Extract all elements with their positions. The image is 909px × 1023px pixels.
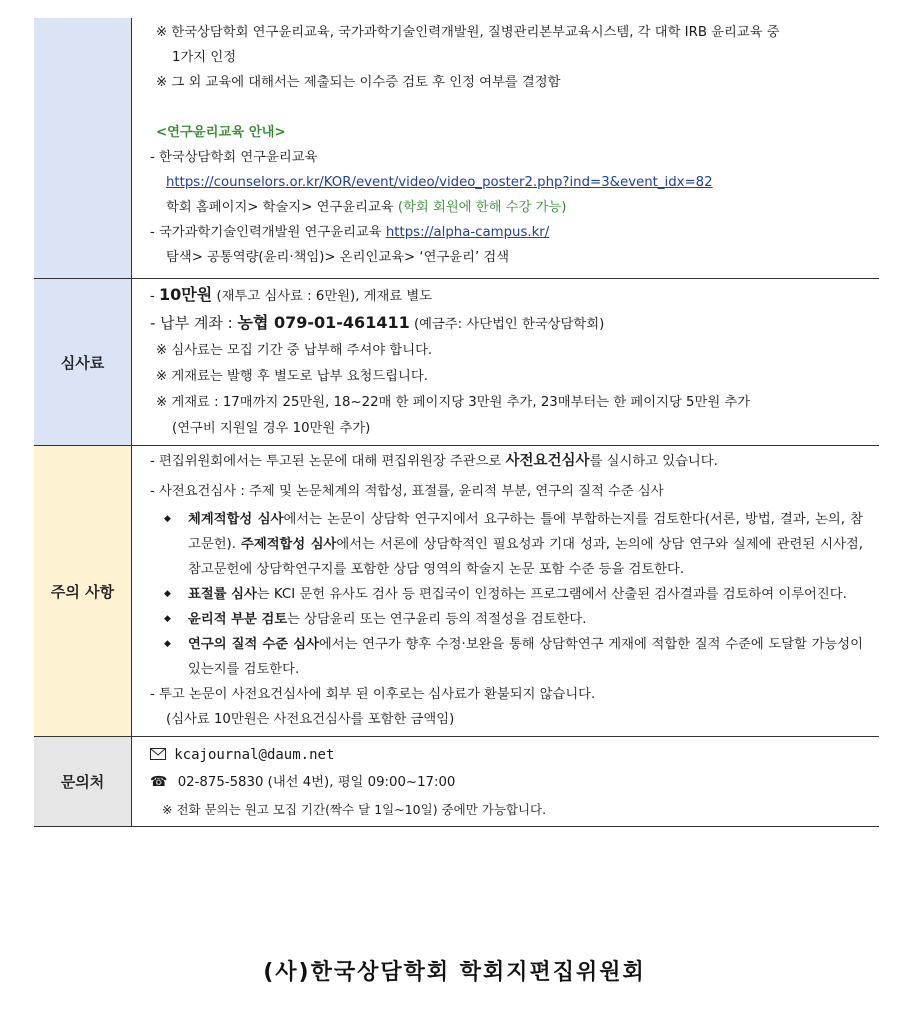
caution-bullet-2: ◆ 표절률 심사는 KCI 문헌 유사도 검사 등 편집국이 인정하는 프로그램에서 산출된 검사결과를 검토하여 이루어진다. bbox=[144, 582, 869, 607]
caution-label-cell bbox=[34, 446, 132, 737]
caution-content bbox=[132, 446, 880, 737]
kistep-ethics-item: - 국가과학기술인력개발원 연구윤리교육 bbox=[150, 225, 382, 240]
fee-label-cell bbox=[34, 279, 132, 446]
kistep-ethics-path: 탐색> 공통역량(윤리·책임)> 온리인교육> ‘연구윤리’ 검색 bbox=[166, 250, 510, 265]
fee-amount-line: - 10만원 (재투고 심사료 : 6만원), 게재료 별도 bbox=[150, 285, 433, 304]
kca-ethics-note: (학회 회원에 한해 수강 가능) bbox=[397, 200, 567, 215]
caution-row bbox=[34, 446, 879, 737]
kca-ethics-link[interactable]: https://counselors.or.kr/KOR/event/video/video_poster2.php?ind=3&event_idx=82 bbox=[166, 175, 713, 190]
ethics-guide-title: <연구윤리교육 안내> bbox=[156, 125, 286, 140]
ethics-row bbox=[34, 18, 879, 279]
caution-para-2: - 사전요건심사 : 주제 및 논문체계의 적합성, 표절률, 윤리적 부분, 연구의 질적 수준 심사 bbox=[150, 484, 664, 499]
diamond-bullet-icon: ◆ bbox=[164, 589, 171, 599]
contact-phone: 02-875-5830 (내선 4번), 평일 09:00~17:00 bbox=[177, 775, 456, 790]
kca-ethics-path: 학회 홈페이지> 학술지> 연구윤리교육 bbox=[166, 200, 394, 215]
ethics-note-1: ※ 한국상담학회 연구윤리교육, 국가과학기술인력개발원, 질병관리본부교육시스템, 각 대학 IRB 윤리교육 중 bbox=[156, 25, 780, 40]
diamond-bullet-icon: ◆ bbox=[164, 514, 171, 524]
diamond-bullet-icon: ◆ bbox=[164, 614, 171, 624]
caution-para-3: - 투고 논문이 사전요건심사에 회부 된 이후로는 심사료가 환불되지 않습니다. bbox=[150, 687, 596, 702]
caution-para-3-note: (심사료 10만원은 사전요건심사를 포함한 금액임) bbox=[166, 712, 455, 727]
contact-content bbox=[132, 737, 880, 827]
contact-email-line bbox=[144, 742, 869, 769]
kistep-ethics-link[interactable]: https://alpha-campus.kr/ bbox=[385, 225, 550, 240]
caution-bullet-4: ◆ 연구의 질적 수준 심사에서는 연구가 향후 수정·보완을 통해 상담학연구 게재에 적합한 질적 수준에 도달할 가능성이 있는지를 검토한다. bbox=[144, 632, 869, 682]
fee-row bbox=[34, 279, 879, 446]
fee-detail: (재투고 심사료 : 6만원), 게재료 별도 bbox=[212, 289, 433, 304]
ethics-note-2: ※ 그 외 교육에 대해서는 제출되는 이수증 검토 후 인정 여부를 결정함 bbox=[156, 75, 561, 90]
fee-amount: 10만원 bbox=[159, 285, 213, 304]
fee-account-holder: (예금주: 사단법인 한국상담학회) bbox=[409, 317, 605, 332]
telephone-icon: ☎ bbox=[150, 774, 168, 790]
fee-label: 심사료 bbox=[60, 353, 105, 372]
kca-ethics-path-line bbox=[144, 195, 869, 220]
kca-ethics-item: - 한국상담학회 연구윤리교육 bbox=[150, 150, 318, 165]
fee-note-3: ※ 게재료 : 17매까지 25만원, 18~22매 한 페이지당 3만원 추가, 23매부터는 한 페이지당 5만원 추가 bbox=[156, 395, 751, 410]
fee-account-line: - 납부 계좌 : 농협 079-01-461411 (예금주: 사단법인 한국상담학회) bbox=[150, 313, 605, 332]
ethics-content bbox=[132, 18, 880, 279]
contact-email[interactable]: kcajournal@daum.net bbox=[174, 747, 335, 763]
info-table bbox=[34, 18, 879, 827]
fee-content bbox=[132, 279, 880, 446]
envelope-icon bbox=[150, 748, 170, 763]
kistep-ethics-line bbox=[144, 220, 869, 245]
caution-bullet-1: ◆ 체계적합성 심사에서는 논문이 상담학 연구지에서 요구하는 틀에 부합하는지를 검토한다(서론, 방법, 결과, 논의, 참고문헌). 주제적합성 심사에서는 서론에 상담학적인 필요성과 기대 성과, 논의에 상담 연구와 실제에 관련된 시사점, 참고문헌에 상담학연구지를 포함한 상담 영역의 학술지 논문 포함 수준 등을 검토한다. bbox=[144, 507, 869, 582]
contact-label-cell bbox=[34, 737, 132, 827]
fee-note-1: ※ 심사료는 모집 기간 중 납부해 주셔야 합니다. bbox=[156, 343, 433, 358]
caution-para-1: - 편집위원회에서는 투고된 논문에 대해 편집위원장 주관으로 사전요건심사를 실시하고 있습니다. bbox=[150, 453, 718, 469]
contact-phone-note: ※ 전화 문의는 원고 모집 기간(짝수 달 1일~10일) 중에만 가능합니다. bbox=[162, 802, 547, 817]
fee-note-2: ※ 게재료는 발행 후 별도로 납부 요청드립니다. bbox=[156, 369, 428, 384]
contact-row bbox=[34, 737, 879, 827]
ethics-label-cell bbox=[34, 18, 132, 279]
diamond-bullet-icon: ◆ bbox=[164, 639, 171, 649]
contact-phone-line bbox=[144, 769, 869, 796]
fee-account-number: 농협 079-01-461411 bbox=[237, 313, 410, 332]
ethics-note-1-cont: 1가지 인정 bbox=[172, 50, 237, 65]
contact-label: 문의처 bbox=[60, 773, 105, 791]
footer-organization: (사)한국상담학회 학회지편집위원회 bbox=[263, 960, 646, 985]
fee-note-3-cont: (연구비 지원일 경우 10만원 추가) bbox=[172, 421, 371, 436]
caution-label: 주의 사항 bbox=[50, 582, 115, 601]
caution-bullet-3: ◆ 윤리적 부분 검토는 상담윤리 또는 연구윤리 등의 적절성을 검토한다. bbox=[144, 607, 869, 632]
